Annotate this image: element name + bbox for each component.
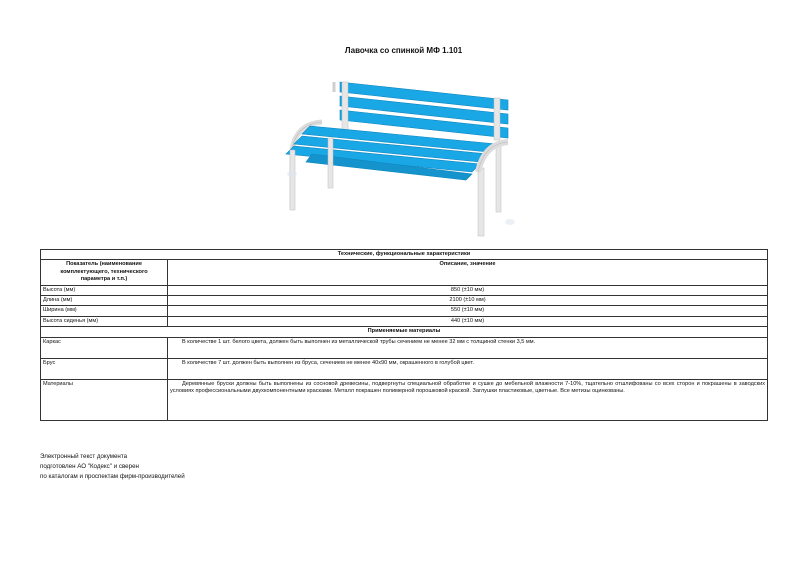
table-row	[41, 306, 768, 316]
spec-table	[40, 249, 768, 421]
row-value: 440 (±10 мм)	[168, 316, 768, 326]
row-label: Ширина (мм)	[41, 306, 168, 316]
material-label: Каркас	[41, 337, 168, 358]
footer-line: по каталогам и проспектам фирм-производителей	[40, 473, 185, 480]
page-title: Лавочка со спинкой МФ 1.101	[344, 46, 463, 55]
material-label: Брус	[41, 358, 168, 379]
column-header-parameter: Показатель (наименование комплектующего, технического параметра и т.п.)	[41, 260, 168, 285]
section-header-characteristics: Технические, функциональные характеристики	[41, 250, 768, 260]
table-row	[41, 358, 768, 379]
footer-line: Электронный текст документа	[40, 453, 128, 460]
footer-note	[40, 452, 185, 482]
row-label: Длина (мм)	[41, 296, 168, 306]
footer-line: подготовлен АО "Кодекс" и сверен	[40, 463, 139, 470]
table-row	[41, 337, 768, 358]
material-text: В количестве 1 шт. белого цвета, должен быть выполнен из металлической трубы сечением не менее 32 мм с толщиной стенки 3,5 мм.	[168, 337, 768, 358]
row-label: Высота сиденья (мм)	[41, 316, 168, 326]
row-value: 2100 (±10 мм)	[168, 296, 768, 306]
material-text: В количестве 7 шт. должен быть выполнен из бруса, сечением не менее 40х90 мм, окрашенного в голубой цвет.	[168, 358, 768, 379]
row-label: Высота (мм)	[41, 285, 168, 295]
column-header-value: Описание, значение	[168, 260, 768, 285]
section-header-materials: Применяемые материалы	[41, 327, 768, 337]
material-text: Деревянные бруски должны быть выполнены из сосновой древесины, подвергнуты специальной обработке и сушке до мебельной влажности 7-10%, тщательно отшлифованы со всех сторон и покрашены в заводских условиях профессиональными двухкомпонентными красками. Металл покрашен полимерной порошковой краской. Заглушки пластиковые, цветные. Все метизы оцинкованы.	[168, 379, 768, 420]
row-value: 550 (±10 мм)	[168, 306, 768, 316]
table-row	[41, 296, 768, 306]
table-row	[41, 379, 768, 420]
bench-image	[282, 72, 522, 242]
table-row	[41, 316, 768, 326]
material-label: Материалы	[41, 379, 168, 420]
table-row	[41, 285, 768, 295]
row-value: 850 (±10 мм)	[168, 285, 768, 295]
